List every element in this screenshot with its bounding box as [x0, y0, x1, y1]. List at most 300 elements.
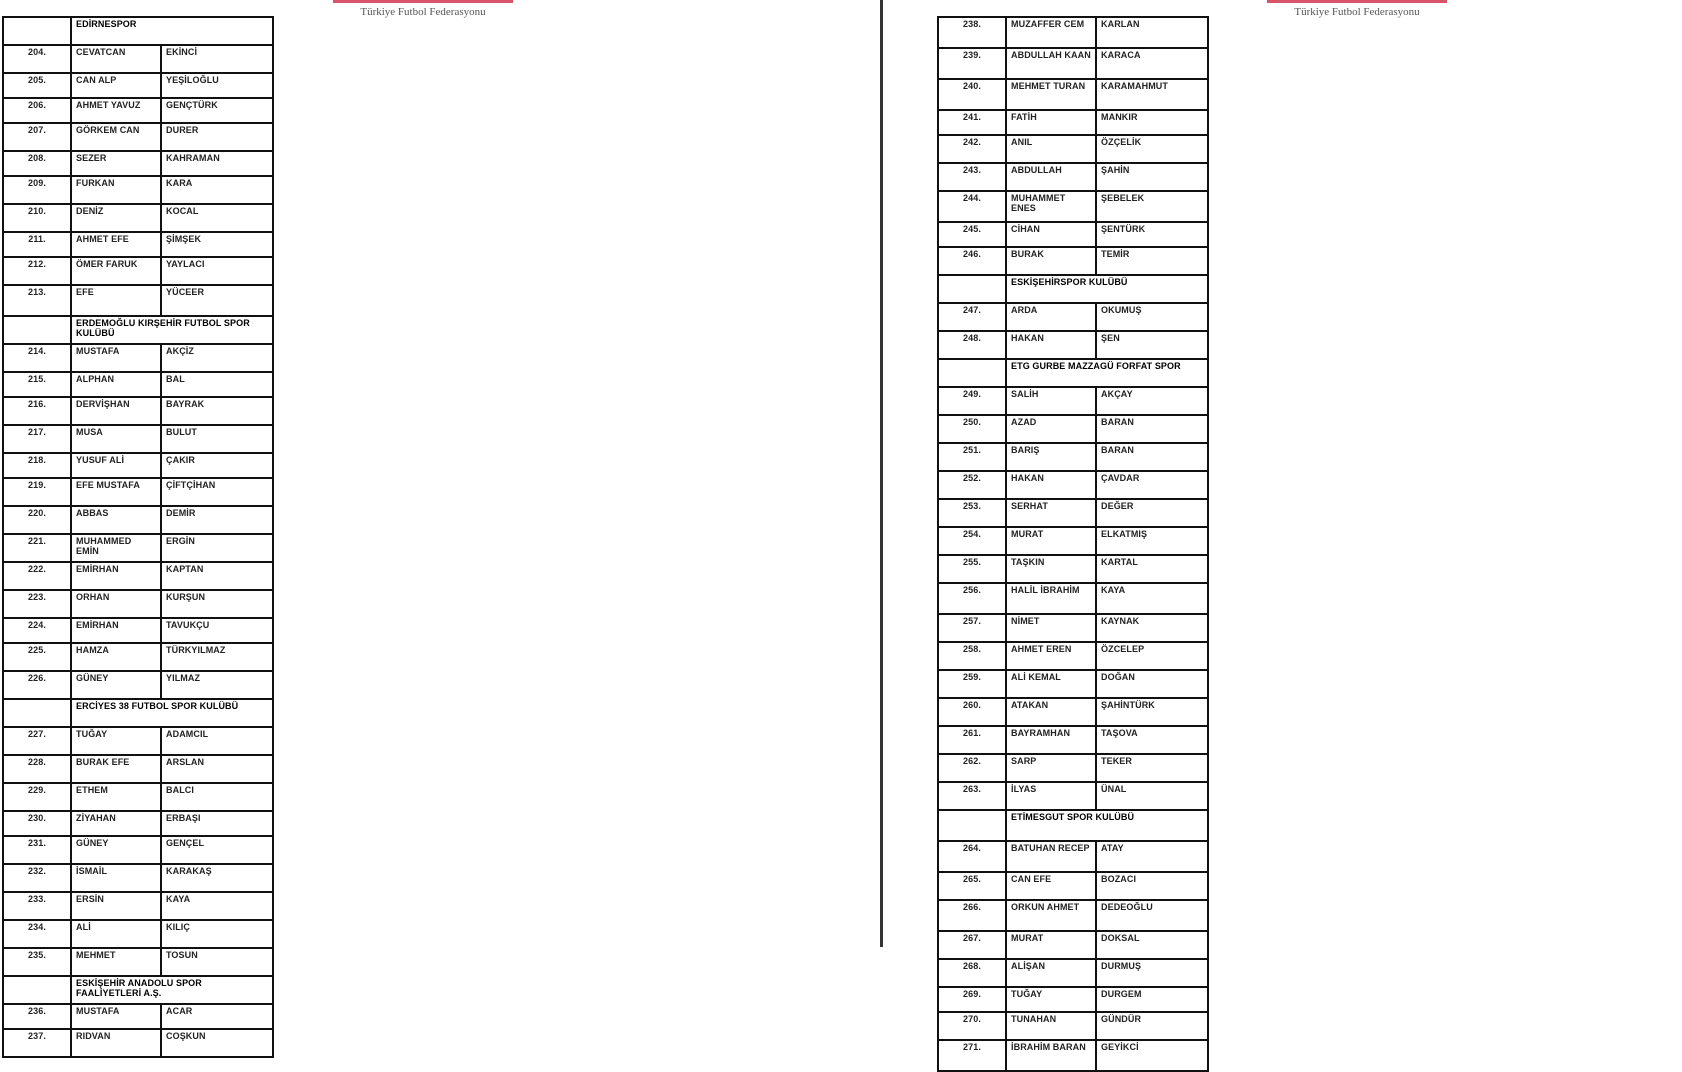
player-number-cell: 255.	[938, 555, 1006, 583]
first-name-cell: MUSA	[71, 425, 161, 453]
first-name-cell: AHMET EREN	[1006, 642, 1096, 670]
last-name-cell: DOĞAN	[1096, 670, 1208, 698]
last-name-cell: BOZACI	[1096, 872, 1208, 900]
player-number-cell: 249.	[938, 387, 1006, 415]
first-name-cell: FURKAN	[71, 176, 161, 204]
club-name-cell: ERCİYES 38 FUTBOL SPOR KULÜBÜ	[71, 699, 273, 727]
last-name-cell: ŞEN	[1096, 331, 1208, 359]
player-row	[938, 79, 1208, 110]
player-number-cell: 252.	[938, 471, 1006, 499]
first-name-cell: EMİRHAN	[71, 618, 161, 643]
last-name-cell: TAVUKÇU	[161, 618, 273, 643]
player-number-cell: 263.	[938, 782, 1006, 810]
first-name-cell: SERHAT	[1006, 499, 1096, 527]
last-name-cell: YEŞİLOĞLU	[161, 73, 273, 98]
player-number-cell: 238.	[938, 17, 1006, 48]
club-header-row	[938, 359, 1208, 387]
club-name-cell: ETİMESGUT SPOR KULÜBÜ	[1006, 810, 1208, 841]
player-number-cell: 206.	[3, 98, 71, 123]
player-row	[938, 698, 1208, 726]
last-name-cell: KILIÇ	[161, 920, 273, 948]
player-row	[3, 811, 273, 836]
first-name-cell: EMİRHAN	[71, 562, 161, 590]
player-number-cell: 221.	[3, 534, 71, 562]
player-row	[938, 191, 1208, 222]
first-name-cell: AHMET YAVUZ	[71, 98, 161, 123]
first-name-cell: ERSİN	[71, 892, 161, 920]
last-name-cell: YAYLACI	[161, 257, 273, 285]
player-number-cell: 253.	[938, 499, 1006, 527]
first-name-cell: MUHAMMET ENES	[1006, 191, 1096, 222]
player-number-cell: 241.	[938, 110, 1006, 135]
player-number-cell: 261.	[938, 726, 1006, 754]
first-name-cell: YUSUF ALİ	[71, 453, 161, 478]
player-number-cell: 223.	[3, 590, 71, 618]
player-row	[3, 534, 273, 562]
player-number-cell: 212.	[3, 257, 71, 285]
first-name-cell: CAN ALP	[71, 73, 161, 98]
first-name-cell: BURAK	[1006, 247, 1096, 275]
last-name-cell: KAHRAMAN	[161, 151, 273, 176]
player-number-cell: 215.	[3, 372, 71, 397]
player-number-cell: 245.	[938, 222, 1006, 247]
club-name-cell: ESKİŞEHİR ANADOLU SPOR FAALİYETLERİ A.Ş.	[71, 976, 273, 1004]
header-accent-bar	[333, 0, 513, 3]
player-row	[3, 643, 273, 671]
player-row	[938, 331, 1208, 359]
last-name-cell: ÇAKIR	[161, 453, 273, 478]
first-name-cell: MUZAFFER CEM	[1006, 17, 1096, 48]
last-name-cell: KAYNAK	[1096, 614, 1208, 642]
player-number-cell: 214.	[3, 344, 71, 372]
player-number-cell: 264.	[938, 841, 1006, 872]
first-name-cell: EFE MUSTAFA	[71, 478, 161, 506]
first-name-cell: NİMET	[1006, 614, 1096, 642]
player-row	[3, 671, 273, 699]
last-name-cell: ŞİMŞEK	[161, 232, 273, 257]
first-name-cell: ORKUN AHMET	[1006, 900, 1096, 931]
last-name-cell: DURMUŞ	[1096, 959, 1208, 987]
first-name-cell: ALİŞAN	[1006, 959, 1096, 987]
player-number-cell: 209.	[3, 176, 71, 204]
last-name-cell: GÜNDÜR	[1096, 1012, 1208, 1040]
first-name-cell: TUĞAY	[71, 727, 161, 755]
first-name-cell: ORHAN	[71, 590, 161, 618]
first-name-cell: MURAT	[1006, 931, 1096, 959]
last-name-cell: TÜRKYILMAZ	[161, 643, 273, 671]
player-row	[938, 387, 1208, 415]
last-name-cell: ŞAHİNTÜRK	[1096, 698, 1208, 726]
club-number-cell	[938, 810, 1006, 841]
player-number-cell: 268.	[938, 959, 1006, 987]
first-name-cell: GÜNEY	[71, 836, 161, 864]
first-name-cell: ATAKAN	[1006, 698, 1096, 726]
player-row	[938, 17, 1208, 48]
player-row	[938, 1040, 1208, 1071]
club-header-row	[938, 275, 1208, 303]
player-row	[3, 1029, 273, 1057]
player-row	[3, 98, 273, 123]
player-number-cell: 233.	[3, 892, 71, 920]
player-number-cell: 222.	[3, 562, 71, 590]
player-row	[3, 755, 273, 783]
player-number-cell: 235.	[3, 948, 71, 976]
last-name-cell: DURGEM	[1096, 987, 1208, 1012]
club-name-cell: ESKİŞEHİRSPOR KULÜBÜ	[1006, 275, 1208, 303]
player-row	[3, 285, 273, 316]
first-name-cell: ABDULLAH KAAN	[1006, 48, 1096, 79]
last-name-cell: KAPTAN	[161, 562, 273, 590]
last-name-cell: ELKATMIŞ	[1096, 527, 1208, 555]
player-number-cell: 208.	[3, 151, 71, 176]
player-row	[3, 397, 273, 425]
last-name-cell: DEĞER	[1096, 499, 1208, 527]
player-row	[938, 555, 1208, 583]
last-name-cell: ÇAVDAR	[1096, 471, 1208, 499]
player-number-cell: 231.	[3, 836, 71, 864]
first-name-cell: AZAD	[1006, 415, 1096, 443]
first-name-cell: ALPHAN	[71, 372, 161, 397]
player-number-cell: 228.	[3, 755, 71, 783]
last-name-cell: COŞKUN	[161, 1029, 273, 1057]
page-divider	[880, 0, 883, 947]
player-number-cell: 229.	[3, 783, 71, 811]
first-name-cell: ÖMER FARUK	[71, 257, 161, 285]
first-name-cell: İBRAHİM BARAN	[1006, 1040, 1096, 1071]
player-row	[3, 478, 273, 506]
player-number-cell: 271.	[938, 1040, 1006, 1071]
club-number-cell	[938, 275, 1006, 303]
player-number-cell: 227.	[3, 727, 71, 755]
player-number-cell: 258.	[938, 642, 1006, 670]
player-number-cell: 250.	[938, 415, 1006, 443]
player-number-cell: 213.	[3, 285, 71, 316]
last-name-cell: KOCAL	[161, 204, 273, 232]
first-name-cell: İSMAİL	[71, 864, 161, 892]
last-name-cell: ARSLAN	[161, 755, 273, 783]
player-number-cell: 248.	[938, 331, 1006, 359]
player-number-cell: 204.	[3, 45, 71, 73]
page-header-text: Türkiye Futbol Federasyonu	[1294, 6, 1420, 18]
player-row	[938, 841, 1208, 872]
first-name-cell: FATİH	[1006, 110, 1096, 135]
last-name-cell: GENÇEL	[161, 836, 273, 864]
player-row	[938, 872, 1208, 900]
first-name-cell: İLYAS	[1006, 782, 1096, 810]
player-row	[938, 1012, 1208, 1040]
first-name-cell: GÜNEY	[71, 671, 161, 699]
club-number-cell	[3, 976, 71, 1004]
player-number-cell: 237.	[3, 1029, 71, 1057]
last-name-cell: ERGİN	[161, 534, 273, 562]
first-name-cell: GÖRKEM CAN	[71, 123, 161, 151]
first-name-cell: ANIL	[1006, 135, 1096, 163]
club-name-cell: EDİRNESPOR	[71, 17, 273, 45]
player-row	[938, 931, 1208, 959]
player-row	[938, 222, 1208, 247]
player-row	[938, 782, 1208, 810]
last-name-cell: KARA	[161, 176, 273, 204]
player-number-cell: 210.	[3, 204, 71, 232]
first-name-cell: ALİ KEMAL	[1006, 670, 1096, 698]
last-name-cell: KARAKAŞ	[161, 864, 273, 892]
last-name-cell: AKÇİZ	[161, 344, 273, 372]
player-row	[938, 247, 1208, 275]
player-row	[3, 232, 273, 257]
first-name-cell: SEZER	[71, 151, 161, 176]
player-row	[3, 836, 273, 864]
player-number-cell: 218.	[3, 453, 71, 478]
last-name-cell: GENÇTÜRK	[161, 98, 273, 123]
player-roster-table-right	[937, 16, 1209, 1072]
last-name-cell: YÜCEER	[161, 285, 273, 316]
last-name-cell: BARAN	[1096, 443, 1208, 471]
first-name-cell: HAMZA	[71, 643, 161, 671]
player-row	[3, 453, 273, 478]
first-name-cell: SARP	[1006, 754, 1096, 782]
player-row	[3, 948, 273, 976]
player-row	[3, 344, 273, 372]
first-name-cell: ALİ	[71, 920, 161, 948]
first-name-cell: ABDULLAH	[1006, 163, 1096, 191]
last-name-cell: KAYA	[1096, 583, 1208, 614]
club-header-row	[3, 17, 273, 45]
first-name-cell: ZİYAHAN	[71, 811, 161, 836]
last-name-cell: KAYA	[161, 892, 273, 920]
player-number-cell: 226.	[3, 671, 71, 699]
last-name-cell: KURŞUN	[161, 590, 273, 618]
last-name-cell: KARACA	[1096, 48, 1208, 79]
last-name-cell: AKÇAY	[1096, 387, 1208, 415]
first-name-cell: AHMET EFE	[71, 232, 161, 257]
first-name-cell: BATUHAN RECEP	[1006, 841, 1096, 872]
first-name-cell: EFE	[71, 285, 161, 316]
player-number-cell: 256.	[938, 583, 1006, 614]
first-name-cell: HAKAN	[1006, 471, 1096, 499]
player-row	[3, 783, 273, 811]
last-name-cell: DURER	[161, 123, 273, 151]
first-name-cell: MUSTAFA	[71, 344, 161, 372]
player-row	[938, 614, 1208, 642]
club-header-row	[3, 316, 273, 344]
player-row	[3, 618, 273, 643]
player-roster-table-left	[2, 16, 274, 1058]
last-name-cell: OKUMUŞ	[1096, 303, 1208, 331]
player-row	[3, 204, 273, 232]
last-name-cell: DOKSAL	[1096, 931, 1208, 959]
player-number-cell: 211.	[3, 232, 71, 257]
player-row	[3, 176, 273, 204]
last-name-cell: ŞENTÜRK	[1096, 222, 1208, 247]
player-number-cell: 246.	[938, 247, 1006, 275]
header-accent-bar	[1267, 0, 1447, 3]
player-row	[938, 48, 1208, 79]
last-name-cell: DEMİR	[161, 506, 273, 534]
first-name-cell: CEVATCAN	[71, 45, 161, 73]
player-number-cell: 242.	[938, 135, 1006, 163]
last-name-cell: ŞEBELEK	[1096, 191, 1208, 222]
player-row	[3, 73, 273, 98]
player-row	[3, 425, 273, 453]
player-row	[938, 110, 1208, 135]
player-row	[938, 471, 1208, 499]
last-name-cell: TAŞOVA	[1096, 726, 1208, 754]
player-number-cell: 207.	[3, 123, 71, 151]
player-number-cell: 262.	[938, 754, 1006, 782]
player-row	[938, 642, 1208, 670]
last-name-cell: ÇİFTÇİHAN	[161, 478, 273, 506]
first-name-cell: MEHMET TURAN	[1006, 79, 1096, 110]
player-number-cell: 220.	[3, 506, 71, 534]
club-number-cell	[3, 316, 71, 344]
last-name-cell: ADAMCIL	[161, 727, 273, 755]
player-row	[938, 583, 1208, 614]
player-number-cell: 251.	[938, 443, 1006, 471]
player-row	[3, 920, 273, 948]
player-number-cell: 205.	[3, 73, 71, 98]
player-number-cell: 267.	[938, 931, 1006, 959]
last-name-cell: EKİNCİ	[161, 45, 273, 73]
player-number-cell: 259.	[938, 670, 1006, 698]
club-number-cell	[3, 17, 71, 45]
player-number-cell: 266.	[938, 900, 1006, 931]
first-name-cell: CİHAN	[1006, 222, 1096, 247]
last-name-cell: TEMİR	[1096, 247, 1208, 275]
club-header-row	[938, 810, 1208, 841]
player-row	[3, 864, 273, 892]
player-number-cell: 236.	[3, 1004, 71, 1029]
player-row	[938, 163, 1208, 191]
last-name-cell: KARAMAHMUT	[1096, 79, 1208, 110]
player-row	[3, 257, 273, 285]
first-name-cell: MURAT	[1006, 527, 1096, 555]
first-name-cell: RIDVAN	[71, 1029, 161, 1057]
player-number-cell: 219.	[3, 478, 71, 506]
club-number-cell	[938, 359, 1006, 387]
player-number-cell: 230.	[3, 811, 71, 836]
last-name-cell: TOSUN	[161, 948, 273, 976]
player-number-cell: 217.	[3, 425, 71, 453]
player-number-cell: 239.	[938, 48, 1006, 79]
last-name-cell: TEKER	[1096, 754, 1208, 782]
last-name-cell: ÖZÇELİK	[1096, 135, 1208, 163]
last-name-cell: DEDEOĞLU	[1096, 900, 1208, 931]
player-number-cell: 243.	[938, 163, 1006, 191]
player-row	[3, 506, 273, 534]
player-row	[938, 670, 1208, 698]
player-row	[3, 151, 273, 176]
last-name-cell: YILMAZ	[161, 671, 273, 699]
player-number-cell: 232.	[3, 864, 71, 892]
player-row	[938, 726, 1208, 754]
first-name-cell: HAKAN	[1006, 331, 1096, 359]
player-number-cell: 247.	[938, 303, 1006, 331]
last-name-cell: ÖZCELEP	[1096, 642, 1208, 670]
club-number-cell	[3, 699, 71, 727]
player-row	[3, 372, 273, 397]
last-name-cell: BULUT	[161, 425, 273, 453]
last-name-cell: GEYİKCİ	[1096, 1040, 1208, 1071]
player-row	[3, 727, 273, 755]
first-name-cell: MEHMET	[71, 948, 161, 976]
player-row	[938, 754, 1208, 782]
player-row	[3, 123, 273, 151]
player-row	[938, 987, 1208, 1012]
player-row	[938, 527, 1208, 555]
player-row	[3, 45, 273, 73]
player-number-cell: 234.	[3, 920, 71, 948]
page-header-text: Türkiye Futbol Federasyonu	[360, 6, 486, 18]
club-name-cell: ETG GURBE MAZZAGÜ FORFAT SPOR	[1006, 359, 1208, 387]
player-row	[938, 303, 1208, 331]
last-name-cell: MANKIR	[1096, 110, 1208, 135]
player-row	[3, 590, 273, 618]
player-row	[938, 959, 1208, 987]
last-name-cell: ERBAŞI	[161, 811, 273, 836]
first-name-cell: HALİL İBRAHİM	[1006, 583, 1096, 614]
club-header-row	[3, 976, 273, 1004]
player-row	[3, 892, 273, 920]
document-page-right	[885, 0, 1682, 1052]
last-name-cell: KARLAN	[1096, 17, 1208, 48]
last-name-cell: BAL	[161, 372, 273, 397]
player-row	[3, 562, 273, 590]
first-name-cell: MUSTAFA	[71, 1004, 161, 1029]
player-row	[938, 415, 1208, 443]
player-number-cell: 244.	[938, 191, 1006, 222]
club-header-row	[3, 699, 273, 727]
player-number-cell: 257.	[938, 614, 1006, 642]
first-name-cell: SALİH	[1006, 387, 1096, 415]
first-name-cell: DENİZ	[71, 204, 161, 232]
first-name-cell: TUNAHAN	[1006, 1012, 1096, 1040]
last-name-cell: ÜNAL	[1096, 782, 1208, 810]
first-name-cell: ABBAS	[71, 506, 161, 534]
last-name-cell: ŞAHİN	[1096, 163, 1208, 191]
last-name-cell: BALCI	[161, 783, 273, 811]
first-name-cell: ARDA	[1006, 303, 1096, 331]
player-row	[938, 900, 1208, 931]
player-number-cell: 240.	[938, 79, 1006, 110]
player-number-cell: 254.	[938, 527, 1006, 555]
last-name-cell: BARAN	[1096, 415, 1208, 443]
first-name-cell: ETHEM	[71, 783, 161, 811]
player-number-cell: 270.	[938, 1012, 1006, 1040]
first-name-cell: CAN EFE	[1006, 872, 1096, 900]
player-number-cell: 216.	[3, 397, 71, 425]
player-number-cell: 260.	[938, 698, 1006, 726]
player-number-cell: 224.	[3, 618, 71, 643]
player-row	[938, 499, 1208, 527]
first-name-cell: TUĞAY	[1006, 987, 1096, 1012]
club-name-cell: ERDEMOĞLU KIRŞEHİR FUTBOL SPOR KULÜBÜ	[71, 316, 273, 344]
last-name-cell: BAYRAK	[161, 397, 273, 425]
player-row	[3, 1004, 273, 1029]
first-name-cell: DERVİŞHAN	[71, 397, 161, 425]
last-name-cell: ATAY	[1096, 841, 1208, 872]
first-name-cell: MUHAMMED EMİN	[71, 534, 161, 562]
player-row	[938, 443, 1208, 471]
first-name-cell: BAYRAMHAN	[1006, 726, 1096, 754]
last-name-cell: ACAR	[161, 1004, 273, 1029]
player-number-cell: 265.	[938, 872, 1006, 900]
first-name-cell: TAŞKIN	[1006, 555, 1096, 583]
first-name-cell: BURAK EFE	[71, 755, 161, 783]
last-name-cell: KARTAL	[1096, 555, 1208, 583]
player-number-cell: 225.	[3, 643, 71, 671]
first-name-cell: BARIŞ	[1006, 443, 1096, 471]
player-row	[938, 135, 1208, 163]
